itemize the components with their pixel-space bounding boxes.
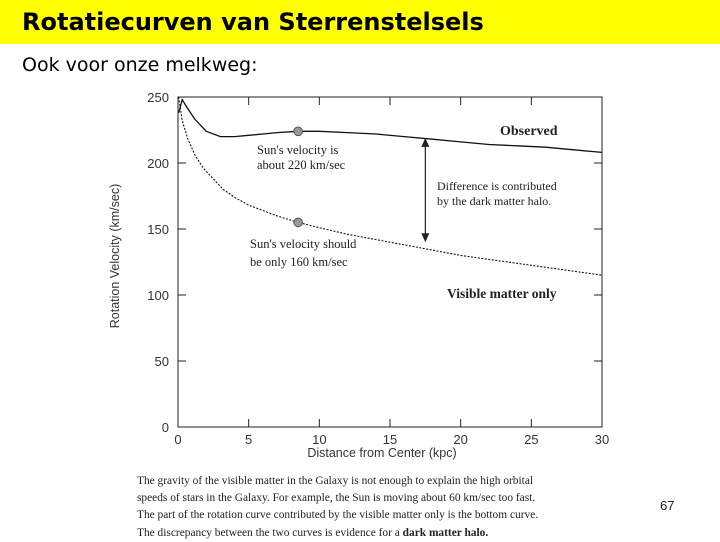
difference-note-line1: Difference is contributed: [437, 179, 557, 193]
y-tick-label: 50: [154, 354, 169, 369]
sun-visible-note-line1: Sun's velocity should: [250, 237, 357, 251]
y-tick-label: 0: [161, 420, 169, 435]
axis-tick-labels: [147, 90, 609, 447]
sun-observed-point: [294, 127, 303, 136]
slide-subtitle: Ook voor onze melkweg:: [22, 54, 258, 76]
rotation-curve-chart: [100, 88, 630, 473]
x-axis-label: Distance from Center (kpc): [307, 446, 457, 460]
sun-visible-point: [294, 218, 303, 227]
x-tick-label: 25: [524, 432, 539, 447]
caption-line: The part of the rotation curve contributed by the visible matter only is the bottom curve.: [137, 509, 539, 522]
sun-observed-note-line1: Sun's velocity is: [257, 143, 339, 157]
sun-observed-note-line2: about 220 km/sec: [257, 158, 346, 172]
caption-line: [137, 525, 617, 542]
y-tick-label: 250: [147, 90, 169, 105]
observed-label: Observed: [500, 124, 558, 139]
x-tick-label: 20: [453, 432, 468, 447]
y-axis-label: Rotation Velocity (km/sec): [108, 183, 122, 329]
caption-line: The gravity of the visible matter in the Galaxy is not enough to explain the high orbital: [137, 475, 534, 487]
difference-note-line2: by the dark matter halo.: [437, 194, 552, 208]
sun-visible-note-line2: be only 160 km/sec: [250, 255, 348, 269]
x-tick-label: 15: [382, 432, 398, 447]
x-tick-label: 0: [174, 432, 182, 447]
y-tick-label: 200: [147, 156, 169, 171]
page-number: 67: [660, 498, 675, 513]
slide-title: Rotatiecurven van Sterrenstelsels: [22, 8, 484, 36]
x-tick-label: 30: [594, 432, 610, 447]
y-tick-label: 150: [147, 222, 169, 237]
figure-caption: [137, 473, 617, 542]
caption-emphasis: dark matter halo.: [402, 526, 489, 539]
y-tick-label: 100: [147, 288, 169, 303]
x-tick-label: 10: [312, 432, 327, 447]
caption-line: speeds of stars in the Galaxy. For example, the Sun is moving about 60 km/sec too fast.: [137, 492, 536, 505]
visible-matter-label: Visible matter only: [447, 286, 557, 301]
difference-arrow: [421, 138, 429, 242]
difference-arrow-head-bottom: [421, 233, 429, 242]
x-tick-label: 5: [245, 432, 253, 447]
caption-line-text: The discrepancy between the two curves is evidence for a: [137, 526, 403, 539]
